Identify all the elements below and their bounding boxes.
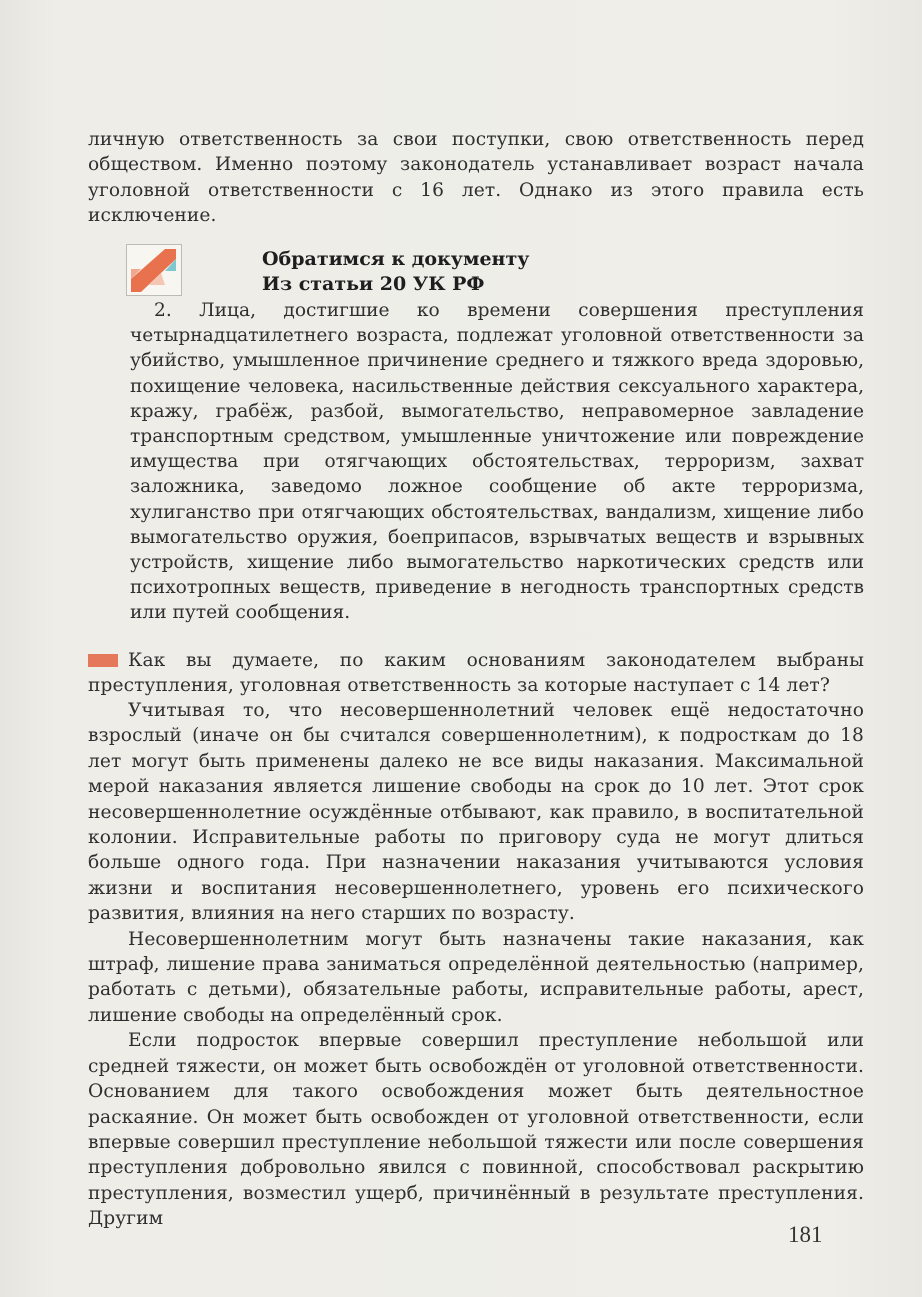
- paragraph: Учитывая то, что несовершеннолетний человек ещё недостаточно взрослый (иначе он бы считался совершеннолетним), к подросткам до 18 лет могут быть применены далеко не все виды наказания. Максимальной мерой наказания является лишение свободы на срок до 10 лет. Этот срок несовершеннолетние осуждённые отбывают, как правило, в воспитательной колонии. Исправительные работы по приговору суда не могут длиться больше одного года. При назначении наказания учитываются условия жизни и воспитания несовершеннолетнего, уровень его психического развития, влияния на него старших по возрасту.: [88, 700, 864, 925]
- document-quote-text: 2. Лица, достигшие ко времени совершения преступления четырнадцатилетнего возраста, подлежат уголовной ответственности за убийство, умышленное причинение среднего и тяжкого вреда здоровью, похищение человека, насильственные действия сексуального характера, кражу, грабёж, разбой, вымогательство, неправомерное завладение транспортным средством, умышленные уничтожение или повреждение имущества при отягчающих обстоятельствах, терроризм, захват заложника, заведомо ложное сообщение об акте терроризма, хулиганство при отягчающих обстоятельствах, вандализм, хищение либо вымогательство оружия, боеприпасов, взрывчатых веществ и взрывных устройств, хищение либо вымогательство наркотических средств или психотропных веществ, приведение в негодность транспортных средств или путей сообщения.: [130, 300, 864, 624]
- intro-text: личную ответственность за свои поступки, свою ответственность перед обществом. Именно поэтому законодатель устанавливает возраст начала уголовной ответственности с 16 лет. Однако из этого правила есть исключение.: [88, 129, 864, 227]
- document-title: Обратимся к документу: [262, 248, 530, 270]
- question-text: Как вы думаете, по каким основаниям законодателем выбраны преступления, уголовная ответственность за которые наступает с 14 лет?: [88, 650, 864, 697]
- paragraph: Несовершеннолетним могут быть назначены такие наказания, как штраф, лишение права заниматься определённой деятельностью (например, работать с детьми), обязательные работы, исправительные работы, арест, лишение свободы на определённый срок.: [88, 928, 864, 1026]
- document-icon: [126, 244, 182, 296]
- main-text: [88, 698, 864, 1232]
- document-quote: [130, 298, 864, 626]
- page-number: 181: [788, 1222, 823, 1247]
- document-subtitle: Из статьи 20 УК РФ: [262, 273, 485, 295]
- document-icon-graphic: [127, 245, 180, 294]
- intro-paragraph: [88, 127, 864, 229]
- document-heading: [262, 247, 529, 297]
- paragraph: Если подросток впервые совершил преступление небольшой или средней тяжести, он может быть освобождён от уголовной ответственности. Основанием для такого освобождения может быть деятельностное раскаяние. Он может быть освобожден от уголовной ответственности, если впервые совершил преступление небольшой тяжести или после совершения преступления добровольно явился с повинной, способствовал раскрытию преступления, возместил ущерб, причинённый в результате преступления. Другим: [88, 1030, 864, 1230]
- question-block: [88, 648, 864, 699]
